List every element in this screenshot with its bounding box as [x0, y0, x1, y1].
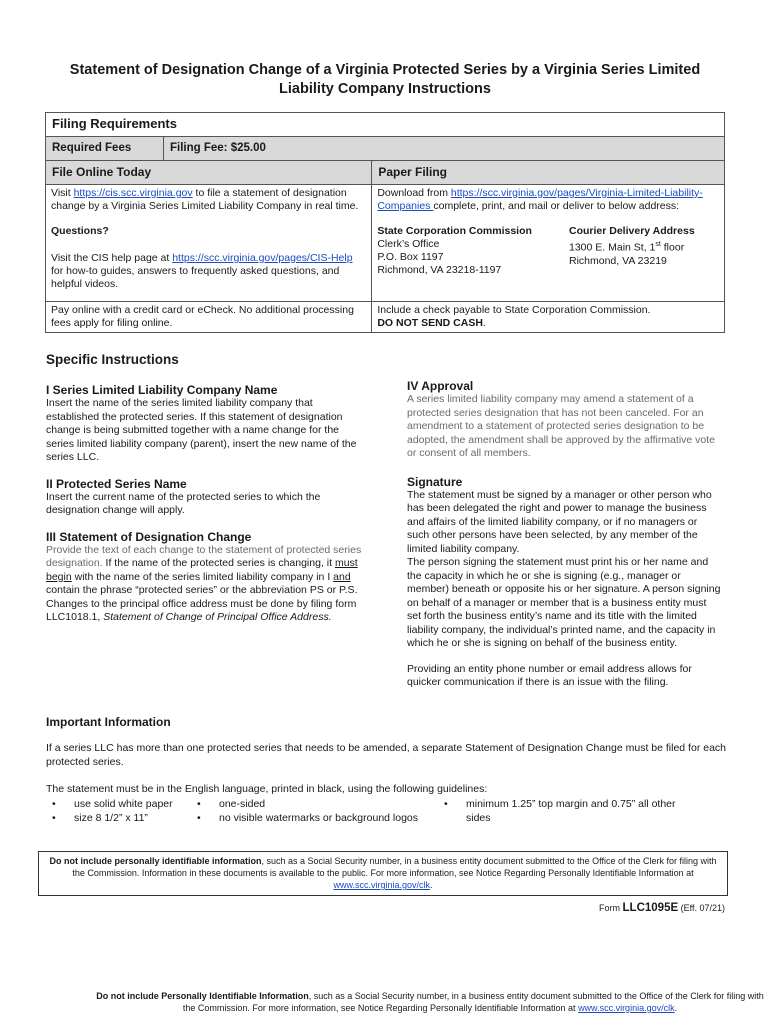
no-cash-warning: DO NOT SEND CASH: [377, 317, 483, 329]
filing-requirements-heading: Filing Requirements: [46, 113, 725, 137]
clk-link[interactable]: www.scc.virginia.gov/clk: [333, 880, 430, 890]
paper-filing-heading: Paper Filing: [372, 161, 725, 185]
filing-requirements-table: [45, 112, 725, 333]
guideline-item: • no visible watermarks or background logos: [195, 812, 442, 826]
file-online-cell: [46, 185, 372, 302]
section-2-heading: II Protected Series Name: [46, 476, 187, 491]
questions-label: Questions?: [51, 225, 109, 237]
footer-clk-link[interactable]: www.scc.virginia.gov/clk: [578, 1003, 675, 1013]
important-para-2: The statement must be in the English language, printed in black, using the following guidelines:: [46, 783, 488, 795]
cis-help-link[interactable]: https://scc.virginia.gov/pages/CIS-Help: [172, 252, 353, 264]
form-identifier: Form LLC1095E (Eff. 07/21): [599, 902, 725, 914]
required-fees-label: Required Fees: [46, 137, 164, 161]
section-4-body: A series limited liability company may amend a statement of a protected series designation that has not been canceled. For an amendment to a statement of protected series designation to be adopted, the amendment shall be approved by the affirmative vote or consent of all members.: [407, 393, 716, 459]
llc-forms-link[interactable]: https://scc.virginia.gov/pages/Virginia-Limited-Liability-Companies: [377, 187, 703, 212]
guideline-item: • size 8 1/2” x 11”: [50, 812, 195, 826]
pii-notice-box: Do not include personally identifiable information, such as a Social Security number, in a business entity document submitted to the Office of the Clerk for filing with the Commission. Information in these documents is available to the public. For more information, see Notice Regarding Personally Identifiable Information at www.scc.virginia.gov/clk.: [38, 851, 728, 896]
guidelines-list: [50, 798, 730, 825]
help-text: Visit the CIS help page at https://scc.virginia.gov/pages/CIS-Help for how-to guides, answers to frequently asked questions, and helpful videos.: [51, 252, 353, 290]
section-4-heading: IV Approval: [407, 379, 474, 393]
section-1-heading: I Series Limited Liability Company Name: [46, 383, 278, 397]
download-text: Download from https://scc.virginia.gov/pages/Virginia-Limited-Liability-Companies complete, print, and mail or deliver to below address:: [377, 187, 703, 212]
specific-instructions-heading: Specific Instructions: [46, 352, 179, 367]
courier-address: Courier Delivery Address 1300 E. Main St, 1st floor Richmond, VA 23219: [569, 225, 695, 267]
footer-pii-notice: Do not include Personally Identifiable Information, such as a Social Security number, in a business entity document submitted to the Office of the Clerk for filing with the Commission. For more information, see Notice Regarding Personally Identifiable Information at www.scc.virginia.gov/clk.: [96, 991, 764, 1013]
cis-link[interactable]: https://cis.scc.virginia.gov: [73, 187, 193, 199]
signature-heading: Signature: [407, 474, 463, 489]
section-3-heading: III Statement of Designation Change: [46, 529, 252, 544]
section-2-body: Insert the current name of the protected series to which the designation change will apply.: [46, 490, 321, 516]
guideline-item: • minimum 1.25” top margin and 0.75” all other sides: [442, 798, 702, 825]
important-info-heading: Important Information: [46, 715, 171, 729]
section-1-body: Insert the name of the series limited liability company that established the protected series. If this statement of designation change is being submitted together with a name change for the series limited liability company (parent), insert the new name of the series LLC.: [46, 397, 357, 463]
guideline-item: • one-sided: [195, 798, 442, 812]
right-instructions-column: [407, 379, 722, 690]
paper-filing-cell: [372, 185, 725, 302]
scc-address: State Corporation Commission Clerk’s Office P.O. Box 1197 Richmond, VA 23218-1197: [377, 225, 532, 276]
filing-fee: Filing Fee: $25.00: [164, 137, 725, 161]
section-3-body: Provide the text of each change to the statement of protected series designation. If the name of the protected series is changing, it must begin with the name of the series limited liability company in I and contain the phrase “protected series” or the abbreviation PS or P.S. Changes to the principal office address must be done by filing form LLC1018.1, Statement of Change of Principal Office Address.: [46, 543, 362, 623]
signature-body-2: The person signing the statement must print his or her name and the capacity in which he or she is signing (e.g., manager or member) beneath or opposite his or her signature. A person signing on behalf of a manager or member that is a business entity must set forth the business entity’s name and its title with the limited liability company, the individual’s printed name, and the capacity in which he or she is signing on behalf of the business entity.: [407, 556, 721, 649]
mailing-addresses: [377, 225, 719, 277]
online-visit-text: Visit https://cis.scc.virginia.gov to file a statement of designation change by a Virginia Series Limited Liability Company in real time.: [51, 187, 359, 212]
document-title: Statement of Designation Change of a Virginia Protected Series by a Virginia Series Limited Liability Company Instructions: [69, 62, 701, 97]
guideline-item: • use solid white paper: [50, 798, 195, 812]
check-note-cell: Include a check payable to State Corporation Commission. DO NOT SEND CASH.: [372, 302, 725, 333]
file-online-heading: File Online Today: [46, 161, 372, 185]
important-para-1: If a series LLC has more than one protected series that needs to be amended, a separate Statement of Designation Change must be filed for each protected series.: [46, 742, 726, 768]
signature-body-3: Providing an entity phone number or email address allows for quicker communication if there is an issue with the filing.: [407, 662, 692, 688]
pay-online-note: Pay online with a credit card or eCheck. No additional processing fees apply for filing online.: [46, 302, 372, 333]
signature-body-1: The statement must be signed by a manager or other person who has been delegated the right and power to manage the business and affairs of the limited liability company, or if no managers or such other persons have been selected, by any member of the limited liability company.: [407, 488, 712, 555]
left-instructions-column: [46, 383, 366, 625]
